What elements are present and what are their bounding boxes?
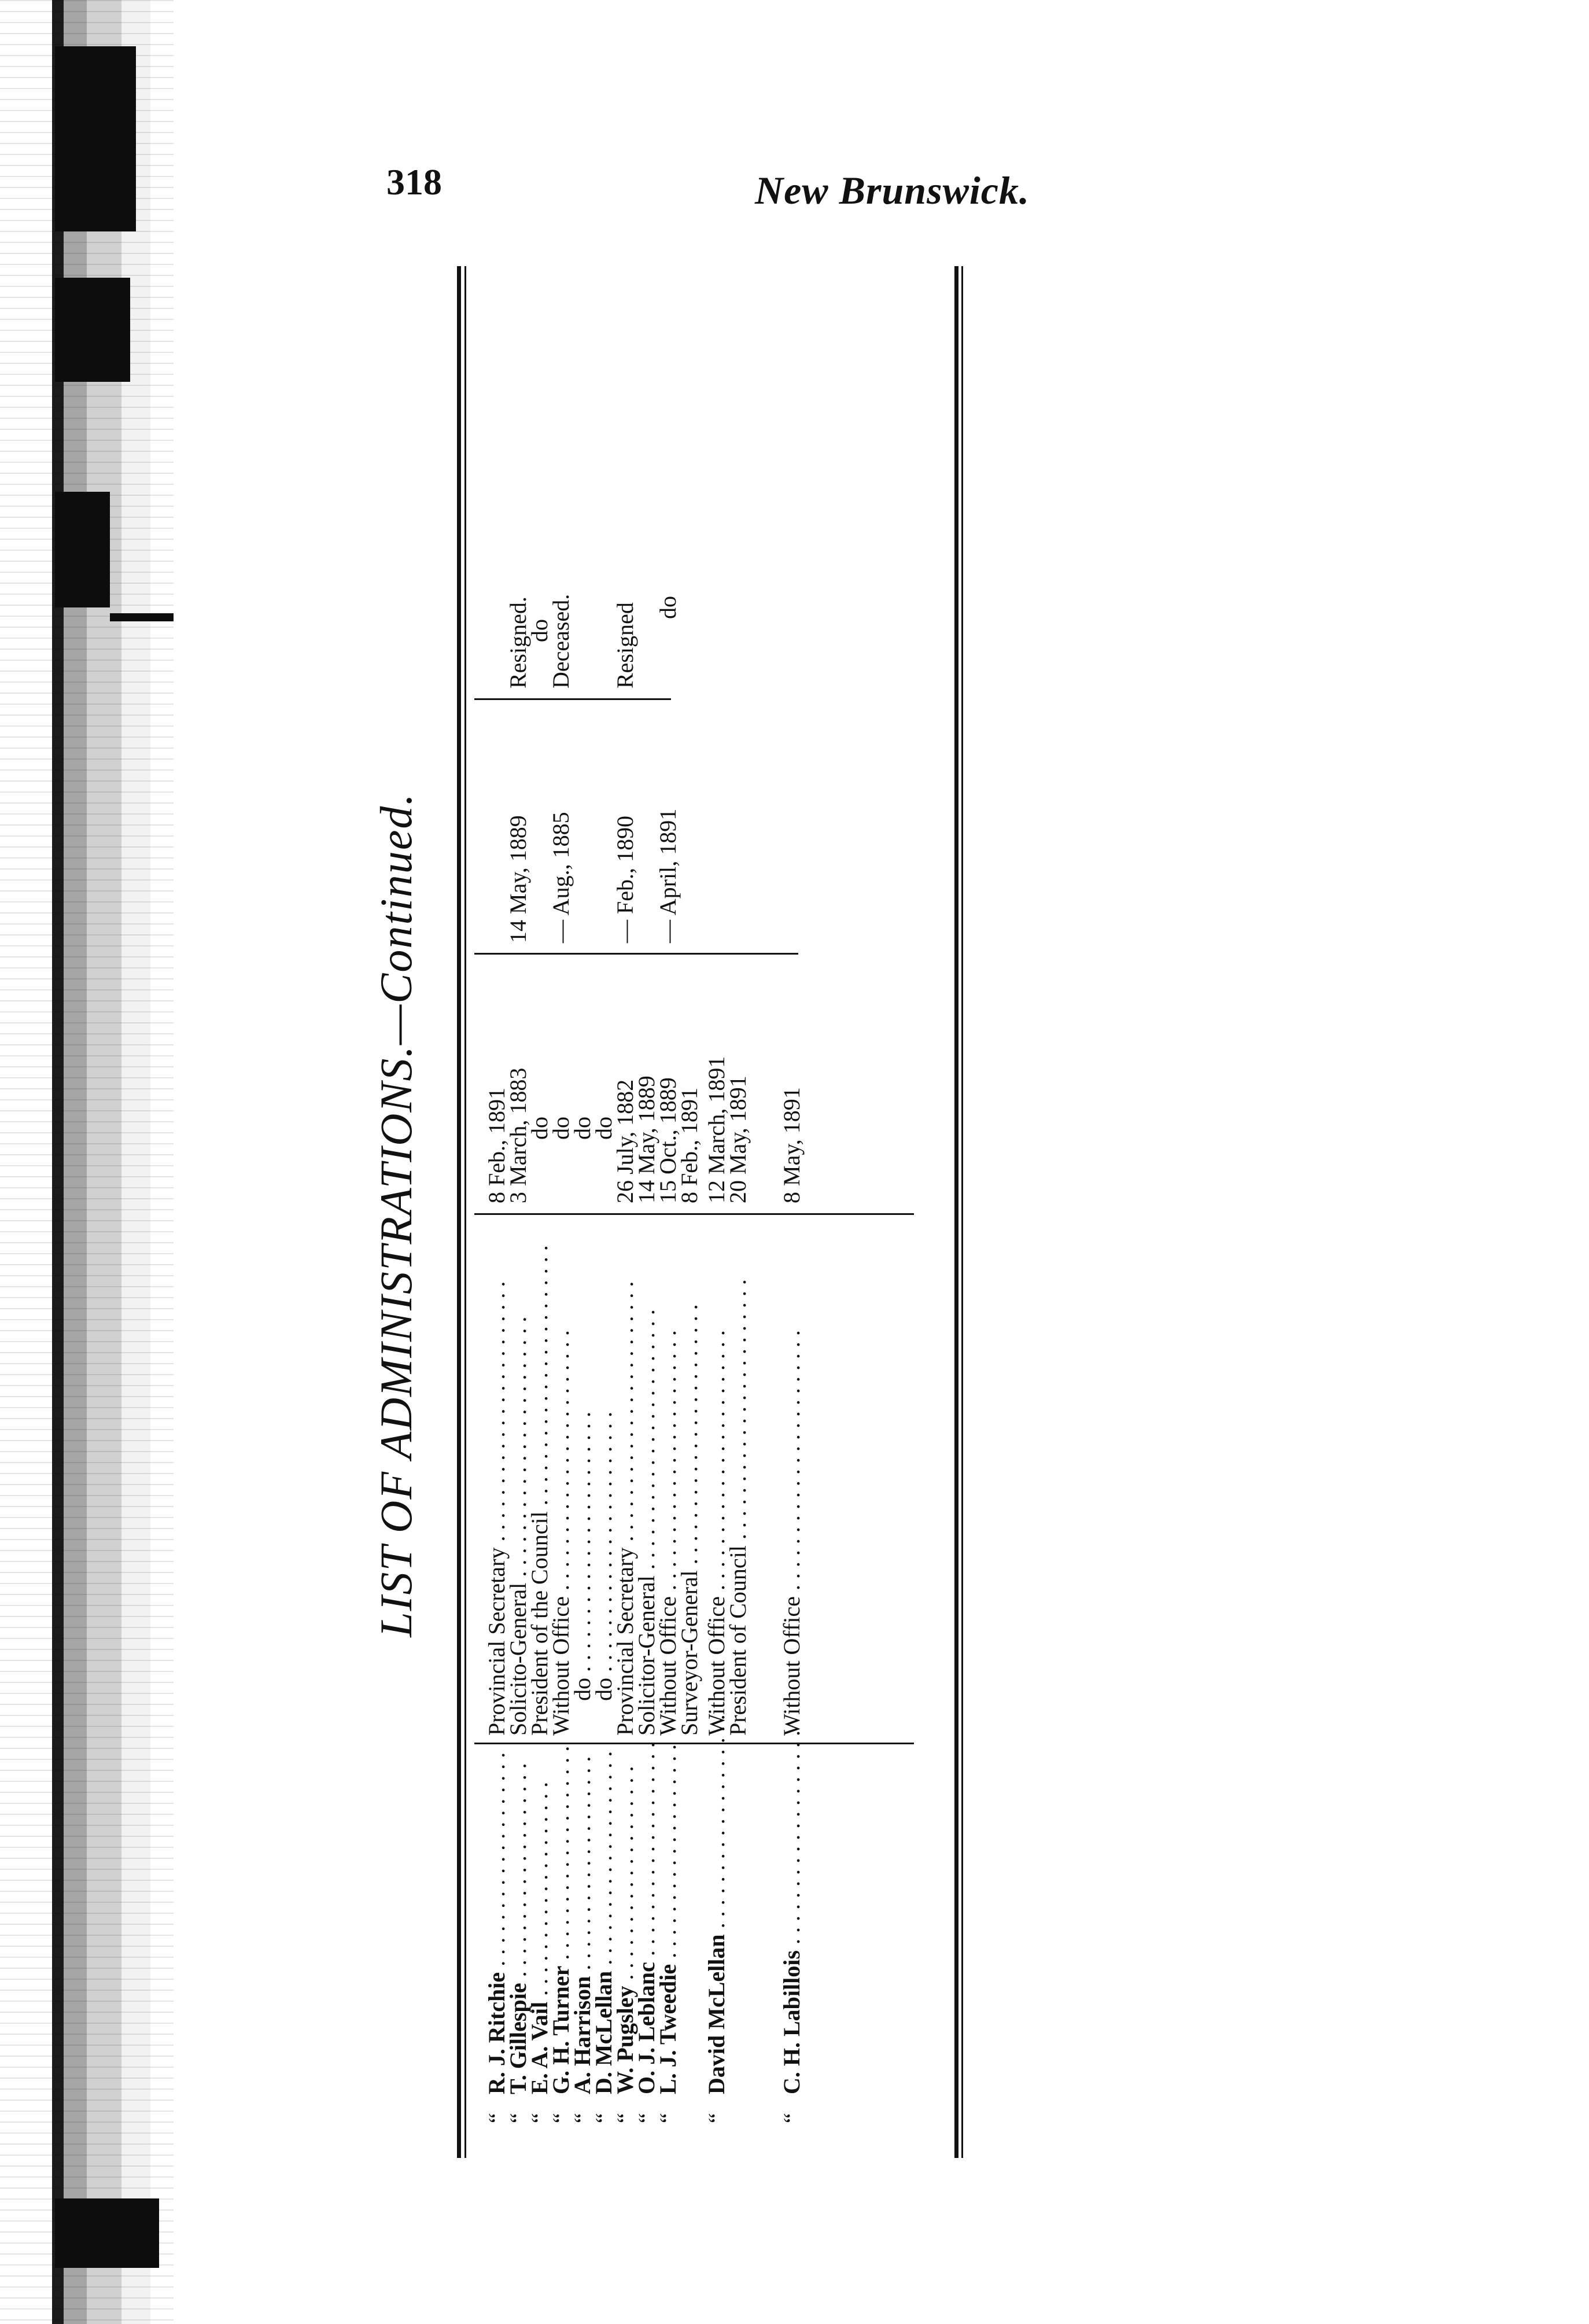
appointed-date: do [591, 1117, 617, 1140]
office: Provincial Secretary . . . [614, 1227, 636, 1736]
scan-mark [55, 2198, 159, 2268]
running-title: New Brunswick. [755, 168, 1030, 212]
member-name: C. H. Labillois . . . [781, 1747, 802, 2094]
ditto-mark: “ [633, 2113, 659, 2123]
office: Solicito-General . . . [507, 1227, 529, 1736]
office: Without Office . . . [550, 1227, 572, 1736]
retired-date: 14 May, 1889 [505, 815, 531, 943]
remarks: do [655, 596, 681, 619]
appointed-date: 8 Feb., 1891 [676, 1088, 702, 1203]
appointed-date: 8 May, 1891 [779, 1087, 805, 1203]
member-name: D. McLellan . . . [593, 1747, 614, 2094]
top-rule [457, 266, 461, 2158]
top-rule-thin [464, 266, 466, 2158]
remarks: Resigned. [505, 596, 531, 688]
office: Solicitor-General . . . [636, 1227, 657, 1736]
ditto-mark: “ [548, 2113, 574, 2123]
bottom-rule [954, 266, 958, 2158]
retired-date: — Feb., 1890 [612, 816, 638, 943]
office: Provincial Secretary . . . [486, 1227, 507, 1736]
member-name: T. Gillespie . . . [507, 1747, 529, 2094]
scan-mark [55, 492, 110, 607]
office: Without Office . . . [657, 1227, 679, 1736]
column-divider [474, 953, 798, 955]
ditto-mark: “ [569, 2113, 595, 2123]
appointed-date: 15 Oct., 1889 [655, 1077, 681, 1203]
appointed-date: do [526, 1117, 552, 1140]
ditto-mark: “ [779, 2113, 805, 2123]
appointed-date: 12 March, 1891 [703, 1056, 729, 1203]
office: Without Office . . . [781, 1227, 802, 1736]
table-title: LIST OF ADMINISTRATIONS.—Continued. [371, 793, 421, 1637]
appointed-date: 3 March, 1883 [505, 1067, 531, 1203]
column-divider [474, 698, 671, 700]
member-name: G. H. Turner . . . [550, 1747, 572, 2094]
appointed-date: do [548, 1117, 574, 1140]
ditto-mark: “ [703, 2113, 729, 2123]
office: Surveyor-General . . . [679, 1227, 700, 1736]
ditto-mark: “ [655, 2113, 681, 2123]
member-name: L. J. Tweedie . . . [657, 1747, 679, 2094]
column-divider [474, 1743, 914, 1744]
appointed-date: 20 May, 1891 [725, 1076, 751, 1203]
remarks: do [526, 619, 552, 642]
member-name: E. A. Vail . . . [529, 1747, 550, 2094]
scan-mark [110, 613, 174, 621]
member-name: David McLellan . . . [706, 1747, 727, 2094]
remarks: Resigned [612, 602, 638, 688]
member-name: O. J. Leblanc . . . [636, 1747, 657, 2094]
office: President of the Council . . . [529, 1227, 550, 1736]
page-number: 318 [386, 161, 442, 202]
ditto-mark: “ [591, 2113, 617, 2123]
appointed-date: 8 Feb., 1891 [484, 1088, 510, 1203]
office: do . . . [572, 1192, 593, 1736]
appointed-date: 26 July, 1882 [612, 1079, 638, 1203]
office: President of Council . . . [727, 1227, 749, 1736]
office: do . . . [593, 1192, 614, 1736]
office: Without Office . . . [706, 1227, 727, 1736]
ditto-mark: “ [484, 2113, 510, 2123]
member-name: R. J. Ritchie . . . [486, 1747, 507, 2094]
rotated-table-block [370, 255, 1007, 2175]
ditto-mark: “ [526, 2113, 552, 2123]
member-name: A. Harrison . . . [572, 1747, 593, 2094]
column-divider [474, 1213, 914, 1215]
remarks: Deceased. [548, 594, 574, 688]
scanned-binding-edge [0, 0, 174, 2324]
scan-mark [55, 46, 136, 231]
member-name: W. Pugsley . . . [614, 1747, 636, 2094]
bottom-rule-thin [961, 266, 963, 2158]
retired-date: — April, 1891 [655, 808, 681, 943]
appointed-date: do [569, 1117, 595, 1140]
appointed-date: 14 May, 1889 [633, 1076, 659, 1203]
ditto-mark: “ [612, 2113, 638, 2123]
scan-mark [55, 278, 130, 382]
retired-date: — Aug., 1885 [548, 812, 574, 943]
ditto-mark: “ [505, 2113, 531, 2123]
